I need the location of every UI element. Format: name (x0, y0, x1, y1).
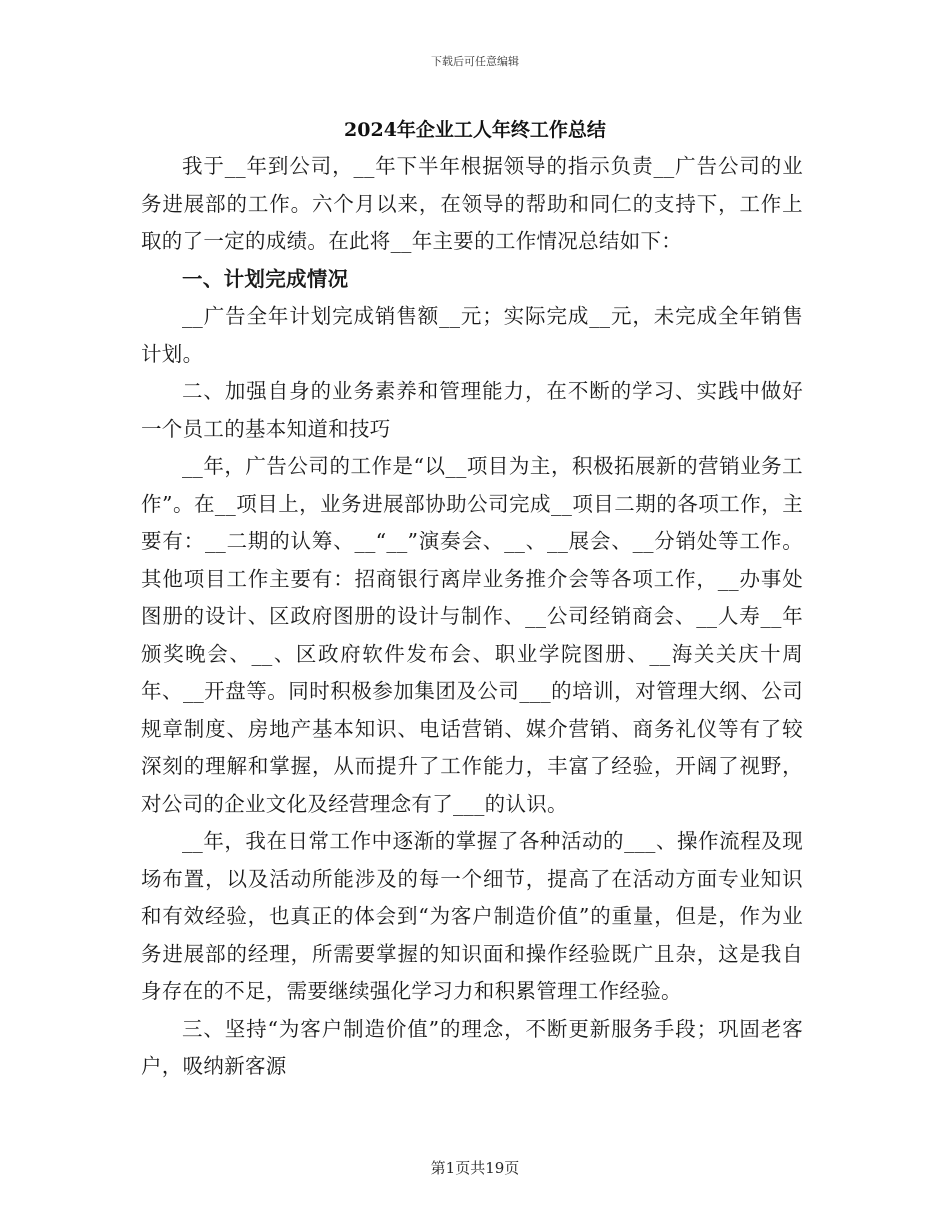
document-title: 2024年企业工人年终工作总结 (344, 119, 606, 141)
document-body (141, 148, 803, 1086)
header-note: 下载后可任意编辑 (431, 55, 519, 68)
paragraph-intro: 我于__年到公司，__年下半年根据领导的指示负责__广告公司的业务进展部的工作。六个月以来，在领导的帮助和同仁的支持下，工作上取的了一定的成绩。在此将__年主要的工作情况总结如下： (141, 154, 803, 253)
section-heading-customers: 三、坚持“为客户制造价值”的理念，不断更新服务手段；巩固老客户，吸纳新客源 (141, 1016, 803, 1078)
page-footer: 第1页共19页 (430, 1159, 520, 1177)
paragraph-experience: __年，我在日常工作中逐渐的掌握了各种活动的___、操作流程及现场布置，以及活动所能涉及的每一个细节，提高了在活动方面专业知识和有效经验，也真正的体会到“为客户制造价值”的重量，但是，作为业务进展部的经理，所需要掌握的知识面和操作经验既广且杂，这是我自身存在的不足，需要继续强化学习力和积累管理工作经验。 (141, 829, 803, 1003)
paragraph-plan: __广告全年计划完成销售额__元；实际完成__元，未完成全年销售计划。 (141, 304, 803, 366)
paragraph-projects: __年，广告公司的工作是“以__项目为主，积极拓展新的营销业务工作”。在__项目上，业务进展部协助公司完成__项目二期的各项工作，主要有：__二期的认筹、__“__”演奏会、__、__展会、__分销处等工作。其他项目工作主要有：招商银行离岸业务推介会等各项工作，__办事处图册的设计、区政府图册的设计与制作、__公司经销商会、__人寿__年颁奖晚会、__、区政府软件发布会、职业学院图册、__海关关庆十周年、__开盘等。同时积极参加集团及公司___的培训，对管理大纲、公司规章制度、房地产基本知识、电话营销、媒介营销、商务礼仪等有了较深刻的理解和掌握，从而提升了工作能力，丰富了经验，开阔了视野，对公司的企业文化及经营理念有了___的认识。 (141, 454, 803, 816)
section-heading-plan: 一、计划完成情况 (182, 266, 349, 291)
section-heading-skills: 二、加强自身的业务素养和管理能力，在不断的学习、实践中做好一个员工的基本知道和技巧 (141, 379, 803, 441)
